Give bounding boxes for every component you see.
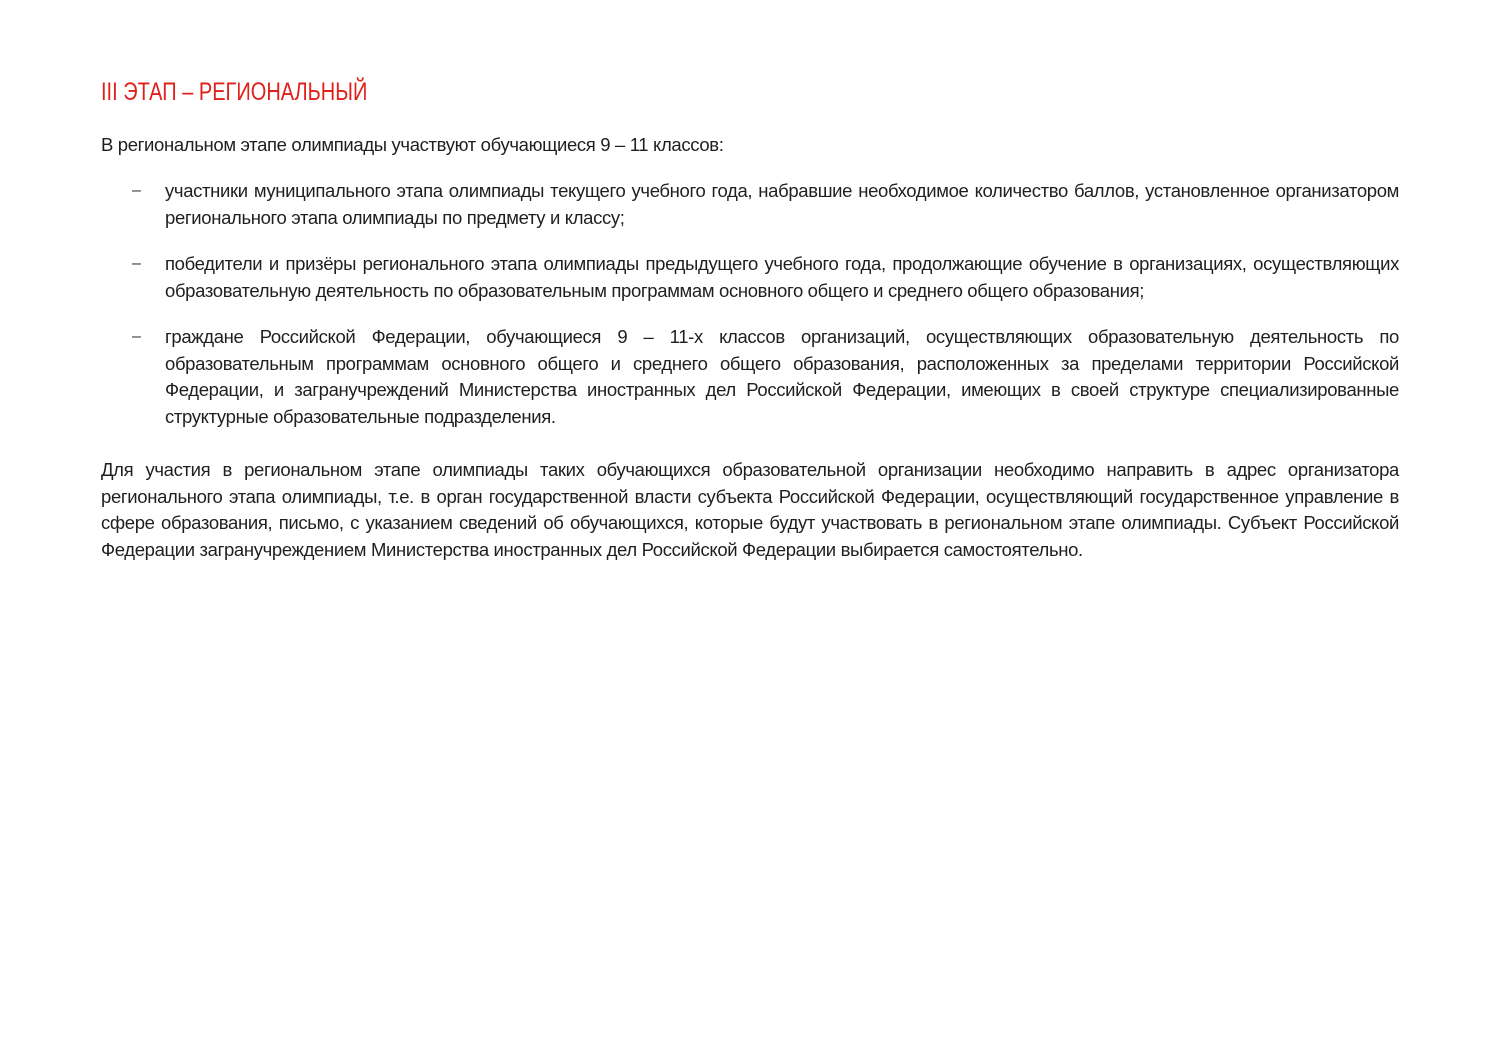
list-item-text: победители и призёры регионального этапа олимпиады предыдущего учебного года, продолжающие обучение в организациях, осуществляющих образовательную деятельность по образовательным программам основного общего и среднего общего образования; <box>165 253 1399 301</box>
list-item-text: участники муниципального этапа олимпиады текущего учебного года, набравшие необходимое количество баллов, установленное организатором регионального этапа олимпиады по предмету и классу; <box>165 180 1399 228</box>
list-item <box>101 251 1399 304</box>
document-page <box>101 74 1399 563</box>
closing-paragraph: Для участия в региональном этапе олимпиады таких обучающихся образовательной организации необходимо направить в адрес организатора регионального этапа олимпиады, т.е. в орган государственной власти субъекта Российской Федерации, осуществляющий государственное управление в сфере образования, письмо, с указанием сведений об обучающихся, которые будут участвовать в региональном этапе олимпиады. Субъект Российской Федерации загранучреждением Министерства иностранных дел Российской Федерации выбирается самостоятельно. <box>101 459 1399 560</box>
list-item <box>101 178 1399 231</box>
participant-list <box>101 178 1399 430</box>
dash-bullet-icon: – <box>132 182 141 199</box>
section-title: III ЭТАП – РЕГИОНАЛЬНЫЙ <box>101 78 368 106</box>
dash-bullet-icon: – <box>132 328 141 345</box>
dash-bullet-icon: – <box>132 255 141 272</box>
list-item-text: граждане Российской Федерации, обучающиеся 9 – 11-х классов организаций, осуществляющих образовательную деятельность по образовательным программам основного общего и среднего общего образования, расположенных за пределами территории Российской Федерации, и загранучреждений Министерства иностранных дел Российской Федерации, имеющих в своей структуре специализированные структурные образовательные подразделения. <box>165 326 1399 427</box>
intro-paragraph: В региональном этапе олимпиады участвуют обучающиеся 9 – 11 классов: <box>101 134 724 155</box>
list-item <box>101 324 1399 430</box>
